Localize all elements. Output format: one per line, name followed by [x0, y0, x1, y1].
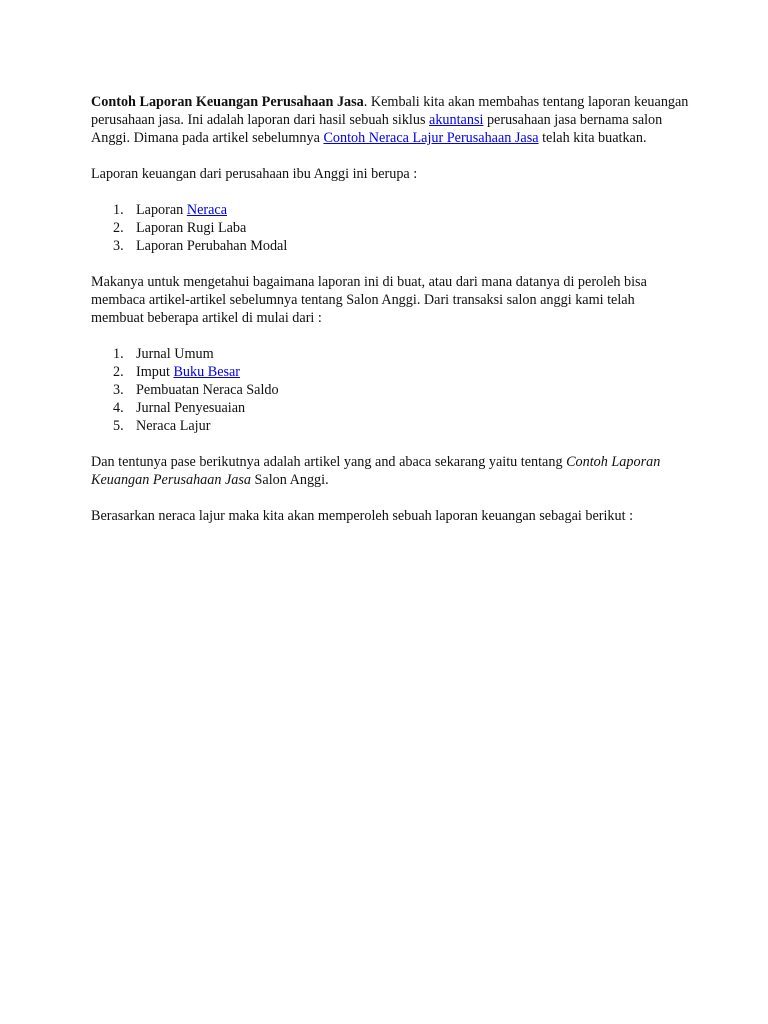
list-number: 3. [113, 238, 124, 254]
intro-paragraph [91, 93, 691, 147]
intro-text-2: perusahaan jasa bernama salon Anggi. Dimana pada artikel sebelumnya [91, 112, 663, 146]
report-types-list [91, 201, 691, 255]
list-item [91, 219, 691, 237]
list-item-text: Jurnal Umum [136, 346, 214, 362]
list-item-text: Laporan [136, 202, 187, 218]
intro-text-3: telah kita buatkan. [538, 130, 647, 146]
next-phase-paragraph [91, 453, 691, 489]
list-item [91, 345, 691, 363]
list-number: 1. [113, 346, 124, 362]
list-item [91, 399, 691, 417]
list-item [91, 363, 691, 381]
list-number: 5. [113, 418, 124, 434]
akuntansi-link[interactable]: akuntansi [429, 112, 484, 128]
neraca-lajur-link[interactable]: Contoh Neraca Lajur Perusahaan Jasa [323, 130, 539, 146]
list-item-text: Pembuatan Neraca Saldo [136, 382, 279, 398]
list-item [91, 417, 691, 435]
previous-articles-paragraph: Makanya untuk mengetahui bagaimana laporan ini di buat, atau dari mana datanya di peroleh bisa membaca artikel-artikel sebelumnya tentang Salon Anggi. Dari transaksi salon anggi kami telah membuat beberapa artikel di mulai dari : [91, 274, 647, 326]
list-number: 1. [113, 202, 124, 218]
list-item [91, 237, 691, 255]
list-item-text: Laporan Rugi Laba [136, 220, 247, 236]
next-phase-text-1: Dan tentunya pase berikutnya adalah artikel yang and abaca sekarang yaitu tentang [91, 454, 567, 470]
article-title: Contoh Laporan Keuangan Perusahaan Jasa [91, 94, 364, 110]
list-number: 2. [113, 220, 124, 236]
list-item [91, 381, 691, 399]
list-number: 4. [113, 400, 124, 416]
articles-list [91, 345, 691, 435]
list-number: 3. [113, 382, 124, 398]
next-phase-italic-title: Contoh Laporan Keuangan Perusahaan Jasa [91, 454, 661, 488]
report-types-intro: Laporan keuangan dari perusahaan ibu Anggi ini berupa : [91, 166, 418, 182]
list-item-text: Jurnal Penyesuaian [136, 400, 246, 416]
list-item-text: Imput [136, 364, 174, 380]
list-item [91, 201, 691, 219]
buku-besar-link[interactable]: Buku Besar [173, 364, 241, 380]
conclusion-paragraph: Berasarkan neraca lajur maka kita akan memperoleh sebuah laporan keuangan sebagai berikut : [91, 508, 634, 524]
next-phase-text-2: Salon Anggi. [251, 472, 329, 488]
list-number: 2. [113, 364, 124, 380]
list-item-text: Laporan Perubahan Modal [136, 238, 288, 254]
list-item-text: Neraca Lajur [136, 418, 211, 434]
intro-text-1: . Kembali kita akan membahas tentang laporan keuangan perusahaan jasa. Ini adalah laporan dari hasil sebuah siklus [91, 94, 689, 128]
neraca-link[interactable]: Neraca [186, 202, 227, 218]
document-page [91, 93, 691, 543]
